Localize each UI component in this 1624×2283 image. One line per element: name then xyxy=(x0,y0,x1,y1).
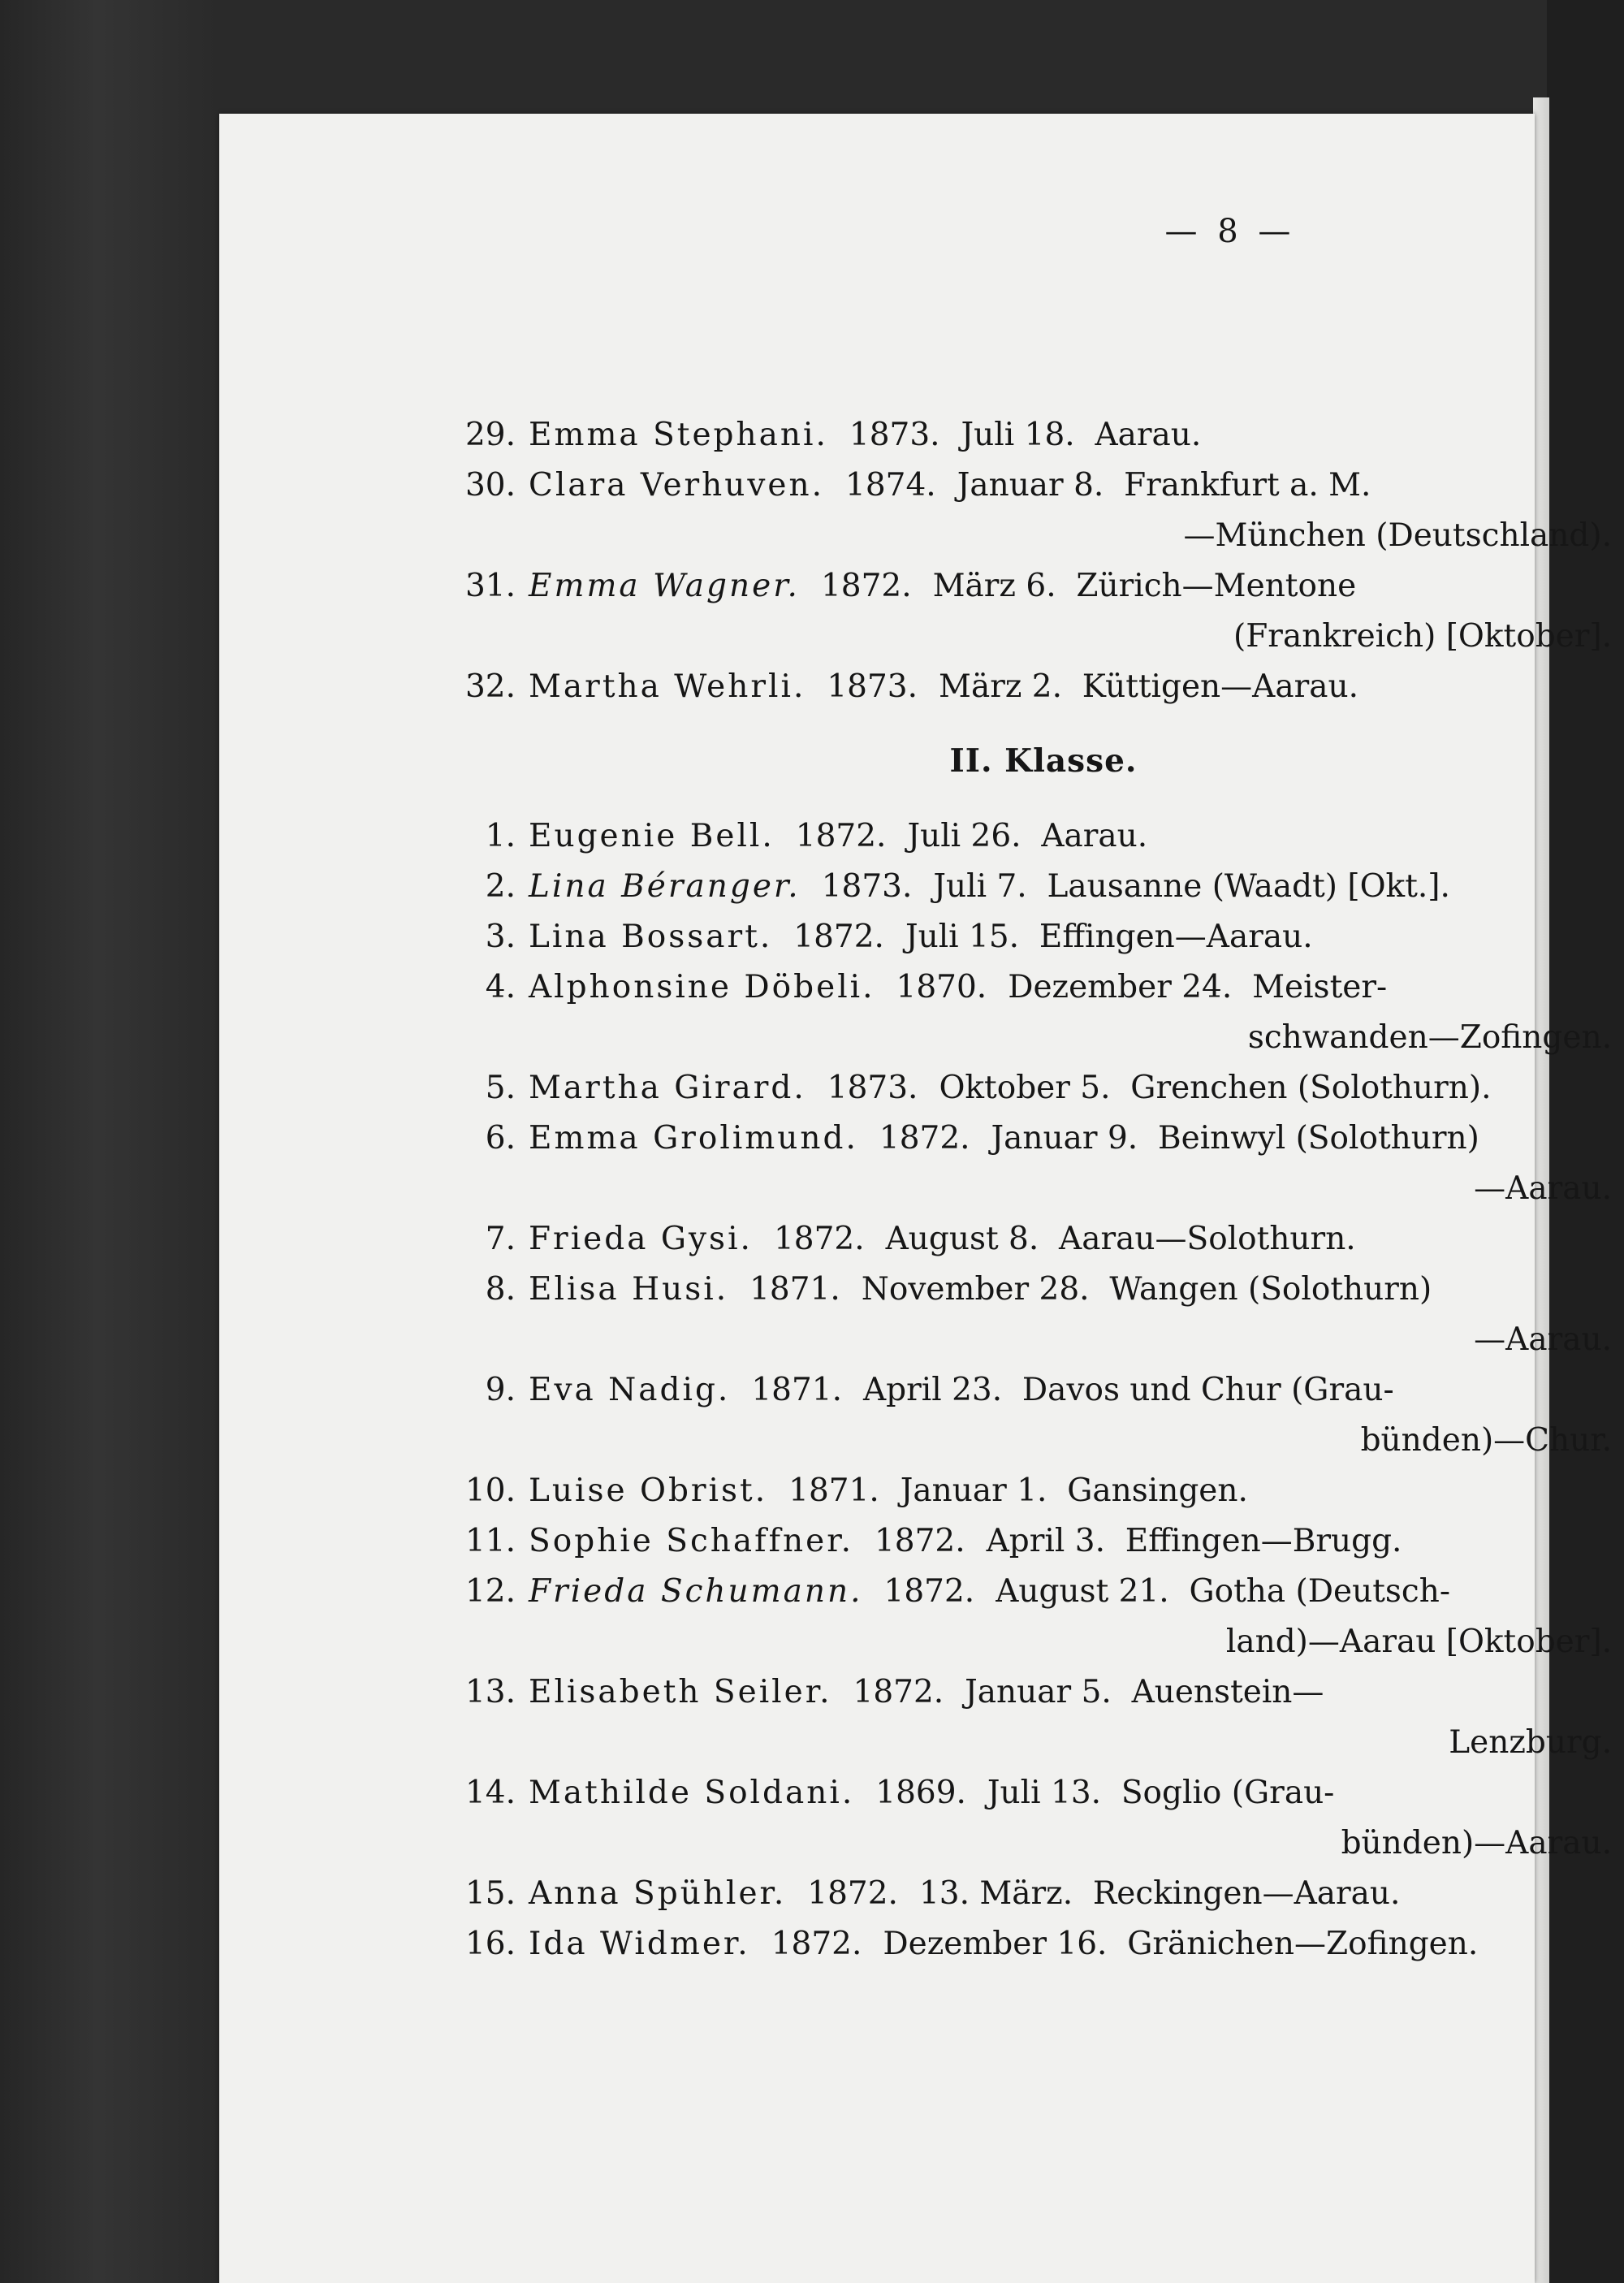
section-heading: II. Klasse. xyxy=(949,742,1138,780)
entry-number: 14. xyxy=(464,1775,516,1811)
entry-year: 1872. xyxy=(807,1875,898,1912)
entry-details: Januar 8. Frankfurt a. M. xyxy=(957,467,1371,504)
entry-details: 13. März. Reckingen—Aarau. xyxy=(918,1875,1401,1912)
list-item xyxy=(443,817,1147,856)
entry-continuation: —Aarau. xyxy=(1474,1321,1612,1358)
entry-year: 1871. xyxy=(788,1472,879,1509)
list-item xyxy=(443,567,1356,606)
list-item xyxy=(443,466,1371,505)
entry-name: Emma Wagner. xyxy=(529,568,800,604)
list-item xyxy=(443,1874,1400,1913)
entry-number: 16. xyxy=(464,1926,516,1962)
list-item xyxy=(443,1220,1356,1259)
list-item xyxy=(443,1472,1248,1511)
entry-year: 1872. xyxy=(874,1523,965,1559)
entry-number: 2. xyxy=(485,868,516,905)
list-item xyxy=(443,1371,1394,1410)
list-item xyxy=(443,1119,1479,1158)
entry-details: März 2. Küttigen—Aarau. xyxy=(939,668,1358,705)
entry-details: Dezember 24. Meister- xyxy=(1008,969,1388,1005)
entry-year: 1872. xyxy=(773,1221,865,1257)
page-text xyxy=(443,114,1624,2283)
entry-name: Clara Verhuven. xyxy=(529,467,825,504)
entry-name: Eva Nadig. xyxy=(529,1372,731,1408)
entry-details: Juli 7. Lausanne (Waadt) [Okt.]. xyxy=(933,868,1450,905)
entry-continuation: (Frankreich) [Oktober]. xyxy=(1233,618,1612,655)
entry-details: Oktober 5. Grenchen (Solothurn). xyxy=(939,1070,1492,1106)
entry-name: Lina Béranger. xyxy=(529,868,801,905)
entry-continuation: land)—Aarau [Oktober]. xyxy=(1225,1624,1612,1660)
entry-year: 1869. xyxy=(875,1775,966,1811)
entry-name: Eugenie Bell. xyxy=(529,818,775,854)
entry-details: Januar 5. Auenstein— xyxy=(965,1674,1324,1710)
entry-name: Ida Widmer. xyxy=(529,1926,750,1962)
entry-continuation: bünden)—Chur. xyxy=(1360,1422,1612,1459)
entry-name: Martha Girard. xyxy=(529,1070,806,1106)
entry-name: Sophie Schaffner. xyxy=(529,1523,853,1559)
entry-continuation: schwanden—Zofingen. xyxy=(1247,1019,1612,1056)
entry-number: 30. xyxy=(464,467,516,504)
entry-year: 1871. xyxy=(751,1372,842,1408)
entry-number: 11. xyxy=(464,1523,516,1559)
entry-year: 1870. xyxy=(896,969,987,1005)
entry-name: Mathilde Soldani. xyxy=(529,1775,855,1811)
entry-details: Januar 1. Gansingen. xyxy=(900,1472,1248,1509)
entry-number: 8. xyxy=(485,1271,516,1308)
entry-details: November 28. Wangen (Solothurn) xyxy=(861,1271,1432,1308)
entry-details: Juli 13. Soglio (Grau- xyxy=(987,1775,1335,1811)
list-item xyxy=(443,1774,1334,1813)
entry-name: Frieda Gysi. xyxy=(529,1221,753,1257)
entry-year: 1873. xyxy=(827,1070,918,1106)
entry-number: 15. xyxy=(464,1875,516,1912)
entry-year: 1871. xyxy=(749,1271,840,1308)
entry-continuation: —München (Deutschland). xyxy=(1183,517,1612,554)
list-item xyxy=(443,918,1313,957)
list-item xyxy=(443,416,1201,455)
entry-name: Emma Grolimund. xyxy=(529,1120,858,1157)
entry-year: 1873. xyxy=(821,868,913,905)
list-item xyxy=(443,1572,1450,1611)
entry-number: 29. xyxy=(464,417,516,453)
entry-number: 3. xyxy=(485,919,516,955)
entry-details: April 23. Davos und Chur (Grau- xyxy=(862,1372,1394,1408)
entry-details: Januar 9. Beinwyl (Solothurn) xyxy=(991,1120,1479,1157)
entry-number: 6. xyxy=(485,1120,516,1157)
entry-details: Juli 18. Aarau. xyxy=(961,417,1202,453)
entry-number: 1. xyxy=(485,818,516,854)
entry-year: 1874. xyxy=(845,467,936,504)
list-item xyxy=(443,668,1358,707)
entry-number: 5. xyxy=(485,1070,516,1106)
entry-name: Anna Spühler. xyxy=(529,1875,787,1912)
entry-continuation: —Aarau. xyxy=(1474,1170,1612,1207)
list-item xyxy=(443,867,1450,906)
entry-details: August 21. Gotha (Deutsch- xyxy=(996,1573,1451,1610)
page-number: — 8 — xyxy=(1164,213,1296,250)
entry-details: August 8. Aarau—Solothurn. xyxy=(885,1221,1356,1257)
entry-details: März 6. Zürich—Mentone xyxy=(932,568,1357,604)
list-item xyxy=(443,968,1387,1007)
entry-name: Luise Obrist. xyxy=(529,1472,768,1509)
entry-name: Lina Bossart. xyxy=(529,919,773,955)
entry-year: 1872. xyxy=(879,1120,970,1157)
entry-number: 31. xyxy=(464,568,516,604)
entry-year: 1872. xyxy=(771,1926,862,1962)
entry-name: Elisabeth Seiler. xyxy=(529,1674,832,1710)
entry-name: Elisa Husi. xyxy=(529,1271,729,1308)
entry-details: April 3. Effingen—Brugg. xyxy=(986,1523,1402,1559)
entry-number: 7. xyxy=(485,1221,516,1257)
entry-year: 1872. xyxy=(820,568,912,604)
entry-number: 9. xyxy=(485,1372,516,1408)
entry-name: Frieda Schumann. xyxy=(529,1573,863,1610)
entry-year: 1872. xyxy=(853,1674,944,1710)
entry-continuation: Lenzburg. xyxy=(1449,1724,1612,1761)
entry-year: 1872. xyxy=(793,919,884,955)
entry-year: 1873. xyxy=(827,668,918,705)
entry-number: 32. xyxy=(464,668,516,705)
entry-continuation: bünden)—Aarau. xyxy=(1341,1825,1612,1861)
entry-number: 13. xyxy=(464,1674,516,1710)
entry-year: 1873. xyxy=(849,417,940,453)
list-item xyxy=(443,1270,1432,1309)
entry-year: 1872. xyxy=(795,818,887,854)
entry-number: 4. xyxy=(485,969,516,1005)
entry-name: Alphonsine Döbeli. xyxy=(529,969,875,1005)
entry-details: Dezember 16. Gränichen—Zofingen. xyxy=(883,1926,1479,1962)
entry-number: 12. xyxy=(464,1573,516,1610)
list-item xyxy=(443,1925,1478,1964)
book-page xyxy=(219,114,1612,2283)
list-item xyxy=(443,1522,1402,1561)
entry-details: Juli 15. Effingen—Aarau. xyxy=(905,919,1313,955)
list-item xyxy=(443,1673,1324,1712)
entry-name: Emma Stephani. xyxy=(529,417,828,453)
entry-year: 1872. xyxy=(883,1573,975,1610)
entry-details: Juli 26. Aarau. xyxy=(907,818,1148,854)
entry-number: 10. xyxy=(464,1472,516,1509)
entry-name: Martha Wehrli. xyxy=(529,668,806,705)
list-item xyxy=(443,1069,1492,1108)
